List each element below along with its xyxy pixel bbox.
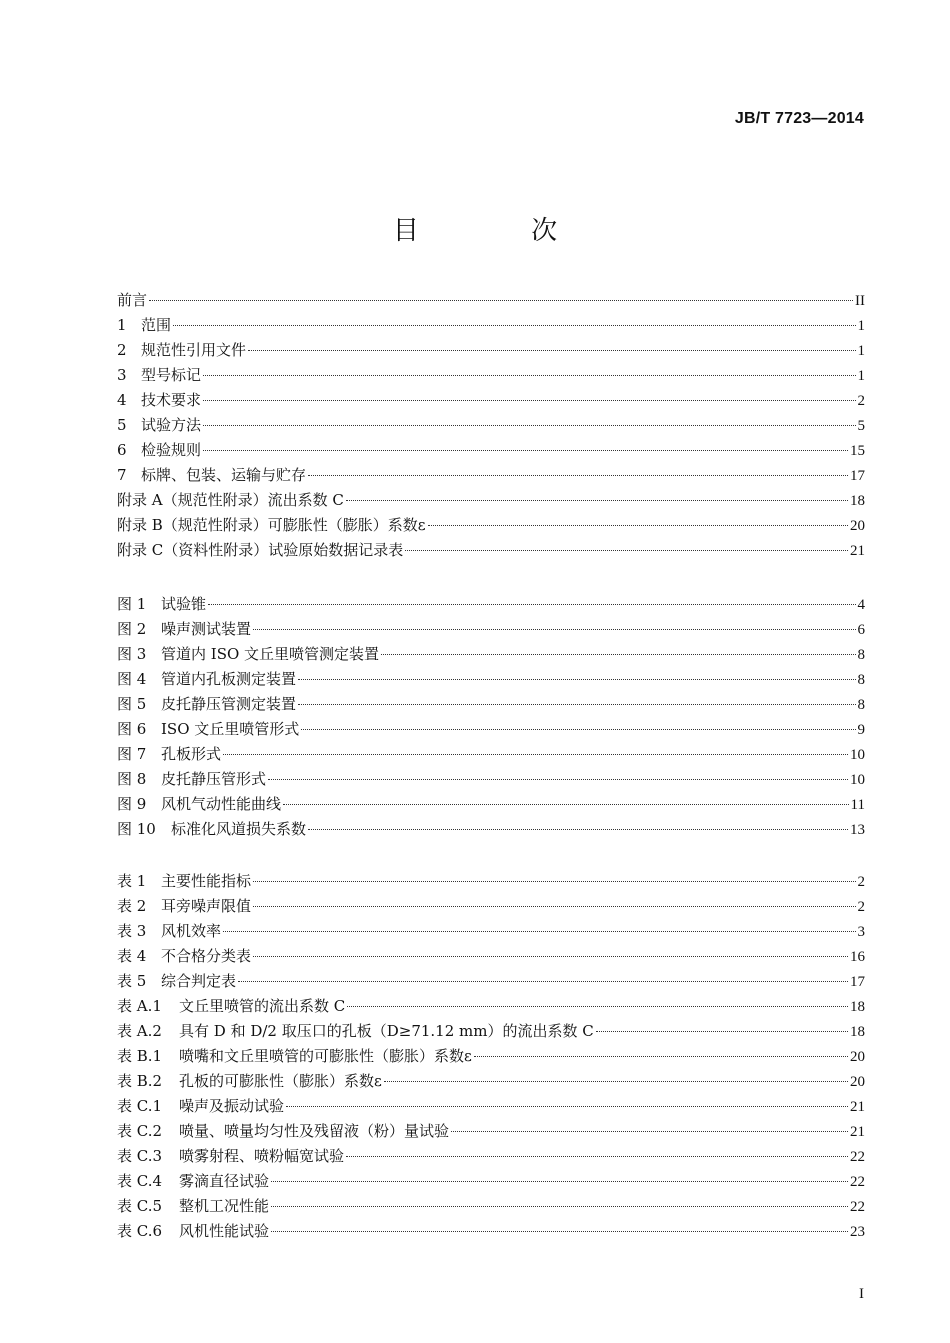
toc-entry-number: 图 4 [117, 670, 147, 688]
toc-entry-number: 表 B.1 [117, 1047, 163, 1065]
toc-entry-label: 检验规则 [141, 441, 202, 459]
toc-entry-label: 喷雾射程、喷粉幅宽试验 [179, 1147, 345, 1165]
toc-entry-page: 18 [850, 493, 865, 509]
dot-leader [286, 1106, 848, 1107]
toc-entry-number: 表 4 [117, 947, 147, 965]
dot-leader [428, 525, 848, 526]
toc-entry-number: 表 A.2 [117, 1022, 162, 1040]
toc-entry-table[interactable] [117, 1144, 865, 1169]
dot-leader [301, 729, 855, 730]
toc-entry-page: 8 [857, 697, 865, 713]
toc-entry-number: 表 C.5 [117, 1197, 163, 1215]
toc-entry-page: 4 [857, 597, 865, 613]
dot-leader [308, 475, 848, 476]
toc-entry-table[interactable] [117, 1044, 865, 1069]
toc-entry-page: 10 [850, 747, 865, 763]
dot-leader [203, 400, 855, 401]
toc-entry-number: 表 2 [117, 897, 147, 915]
toc-entry-page: 1 [857, 343, 865, 359]
toc-entry-label: 管道内孔板测定装置 [161, 670, 297, 688]
dot-leader [223, 754, 848, 755]
toc-entry-page: 2 [857, 874, 865, 890]
toc-entry-page: 17 [850, 468, 865, 484]
toc-entry-label: 耳旁噪声限值 [161, 897, 252, 915]
dot-leader [223, 931, 855, 932]
toc-entry-page: 8 [857, 647, 865, 663]
toc-entry-table[interactable] [117, 1019, 865, 1044]
standard-number: JB/T 7723—2014 [734, 110, 864, 127]
dot-leader [271, 1206, 848, 1207]
toc-entry-table[interactable] [117, 1119, 865, 1144]
dot-leader [203, 425, 855, 426]
toc-entry-page: 21 [850, 543, 865, 559]
toc-entry-section[interactable] [117, 463, 865, 488]
dot-leader [203, 450, 848, 451]
toc-entry-page: 20 [850, 1074, 865, 1090]
dot-leader [298, 704, 855, 705]
toc-entry-label: 孔板的可膨胀性（膨胀）系数ε [179, 1072, 382, 1090]
toc-entry-page: 8 [857, 672, 865, 688]
toc-entry-number: 4 [117, 391, 127, 409]
toc-entry-page: 10 [850, 772, 865, 788]
toc-entry-page: 2 [857, 393, 865, 409]
toc-entry-label: 前言 [117, 291, 148, 309]
toc-entry-table[interactable] [117, 894, 865, 919]
toc-entry-number: 图 1 [117, 595, 147, 613]
dot-leader [248, 350, 855, 351]
toc-entry-page: 18 [850, 999, 865, 1015]
toc-entry-label: 标准化风道损失系数 [171, 820, 307, 838]
toc-entry-number: 图 6 [117, 720, 147, 738]
toc-entry-section[interactable] [117, 338, 865, 363]
dot-leader [149, 300, 853, 301]
toc-entry-page: 17 [850, 974, 865, 990]
toc-entry-table[interactable] [117, 969, 865, 994]
toc-entry-number: 表 3 [117, 922, 147, 940]
toc-entry-label: 试验锥 [161, 595, 207, 613]
toc-entry-page: 6 [857, 622, 865, 638]
toc-entry-section[interactable] [117, 413, 865, 438]
toc-entry-appendix[interactable] [117, 488, 865, 513]
toc-entry-table[interactable] [117, 869, 865, 894]
page-title: 目 次 [392, 216, 610, 246]
toc-entry-number: 表 5 [117, 972, 147, 990]
toc-entry-label: 综合判定表 [161, 972, 237, 990]
toc-entry-number: 2 [117, 341, 127, 359]
toc-entry-page: 16 [850, 949, 865, 965]
toc-entry-label: 附录 A（规范性附录）流出系数 C [117, 491, 344, 509]
toc-entry-page: 22 [850, 1149, 865, 1165]
toc-entry-label: 风机效率 [161, 922, 222, 940]
toc-figures [117, 592, 865, 842]
toc-entry-figure[interactable] [117, 742, 865, 767]
toc-entry-label: 试验方法 [141, 416, 202, 434]
dot-leader [381, 654, 855, 655]
dot-leader [346, 1156, 848, 1157]
toc-entry-label: 技术要求 [141, 391, 202, 409]
toc-entry-label: 雾滴直径试验 [179, 1172, 270, 1190]
dot-leader [347, 1006, 848, 1007]
toc-entry-page: 20 [850, 518, 865, 534]
toc-entry-number: 表 C.6 [117, 1222, 163, 1240]
toc-entry-number: 表 C.2 [117, 1122, 163, 1140]
toc-entry-table[interactable] [117, 944, 865, 969]
dot-leader [253, 906, 855, 907]
toc-entry-number: 图 8 [117, 770, 147, 788]
toc-entry-page: 9 [857, 722, 865, 738]
toc-entry-label: 喷量、喷量均匀性及残留液（粉）量试验 [179, 1122, 450, 1140]
toc-entry-section[interactable] [117, 363, 865, 388]
toc-entry-page: 11 [850, 797, 865, 813]
toc-entry-label: 规范性引用文件 [141, 341, 247, 359]
toc-entry-label: ISO 文丘里喷管形式 [161, 720, 300, 738]
toc-entry-number: 图 7 [117, 745, 147, 763]
toc-entry-section[interactable] [117, 313, 865, 338]
dot-leader [173, 325, 855, 326]
toc-entry-number: 图 2 [117, 620, 147, 638]
toc-entry-page: 13 [850, 822, 865, 838]
dot-leader [298, 679, 855, 680]
toc-entry-label: 范围 [141, 316, 172, 334]
toc-entry-number: 图 10 [117, 820, 156, 838]
toc-sections [117, 288, 865, 563]
toc-entry-number: 1 [117, 316, 127, 334]
toc-entry-figure[interactable] [117, 642, 865, 667]
toc-entry-figure[interactable] [117, 692, 865, 717]
toc-entry-appendix[interactable] [117, 538, 865, 563]
toc-entry-label: 主要性能指标 [161, 872, 252, 890]
toc-entry-label: 风机气动性能曲线 [161, 795, 282, 813]
dot-leader [208, 604, 855, 605]
dot-leader [268, 779, 848, 780]
toc-entry-number: 图 9 [117, 795, 147, 813]
toc-entry-number: 6 [117, 441, 127, 459]
dot-leader [271, 1181, 848, 1182]
toc-tables [117, 869, 865, 1244]
toc-entry-table[interactable] [117, 1194, 865, 1219]
toc-entry-table[interactable] [117, 1069, 865, 1094]
toc-entry-label: 皮托静压管测定装置 [161, 695, 297, 713]
toc-entry-number: 3 [117, 366, 127, 384]
toc-entry-figure[interactable] [117, 792, 865, 817]
toc-entry-number: 表 1 [117, 872, 147, 890]
toc-entry-figure[interactable] [117, 617, 865, 642]
toc-entry-page: 15 [850, 443, 865, 459]
toc-entry-page: II [855, 293, 865, 309]
dot-leader [346, 500, 848, 501]
toc-entry-table[interactable] [117, 919, 865, 944]
toc-entry-label: 文丘里喷管的流出系数 C [179, 997, 346, 1015]
toc-entry-label: 标牌、包装、运输与贮存 [141, 466, 307, 484]
toc-entry-label: 噪声测试装置 [161, 620, 252, 638]
dot-leader [253, 956, 848, 957]
toc-entry-page: 23 [850, 1224, 865, 1240]
toc-entry-page: 18 [850, 1024, 865, 1040]
dot-leader [384, 1081, 848, 1082]
dot-leader [596, 1031, 848, 1032]
toc-entry-label: 附录 C（资料性附录）试验原始数据记录表 [117, 541, 404, 559]
toc-entry-page: 1 [857, 318, 865, 334]
toc-entry-page: 1 [857, 368, 865, 384]
toc-entry-number: 图 5 [117, 695, 147, 713]
toc-entry-section[interactable] [117, 438, 865, 463]
dot-leader [283, 804, 849, 805]
toc-entry-page: 22 [850, 1199, 865, 1215]
toc-entry-number: 表 B.2 [117, 1072, 163, 1090]
toc-entry-page: 2 [857, 899, 865, 915]
toc-entry-page: 5 [857, 418, 865, 434]
toc-entry-label: 不合格分类表 [161, 947, 252, 965]
toc-entry-label: 孔板形式 [161, 745, 222, 763]
toc-entry-number: 表 C.3 [117, 1147, 163, 1165]
toc-entry-figure[interactable] [117, 717, 865, 742]
toc-entry-page: 3 [857, 924, 865, 940]
toc-entry-foreword[interactable] [117, 288, 865, 313]
toc-entry-label: 噪声及振动试验 [179, 1097, 285, 1115]
toc-entry-table[interactable] [117, 1169, 865, 1194]
toc-entry-number: 7 [117, 466, 127, 484]
toc-entry-label: 管道内 ISO 文丘里喷管测定装置 [161, 645, 380, 663]
toc-entry-label: 皮托静压管形式 [161, 770, 267, 788]
toc-entry-label: 整机工况性能 [179, 1197, 270, 1215]
toc-entry-table[interactable] [117, 1094, 865, 1119]
toc-entry-number: 5 [117, 416, 127, 434]
toc-entry-section[interactable] [117, 388, 865, 413]
dot-leader [238, 981, 848, 982]
toc-entry-label: 风机性能试验 [179, 1222, 270, 1240]
dot-leader [474, 1056, 848, 1057]
toc-entry-label: 喷嘴和文丘里喷管的可膨胀性（膨胀）系数ε [179, 1047, 472, 1065]
toc-entry-figure[interactable] [117, 667, 865, 692]
dot-leader [253, 881, 855, 882]
dot-leader [308, 829, 848, 830]
toc-entry-page: 20 [850, 1049, 865, 1065]
dot-leader [405, 550, 848, 551]
toc-entry-page: 21 [850, 1124, 865, 1140]
toc-entry-page: 22 [850, 1174, 865, 1190]
toc-entry-page: 21 [850, 1099, 865, 1115]
dot-leader [203, 375, 855, 376]
toc-entry-figure[interactable] [117, 817, 865, 842]
toc-entry-label: 具有 D 和 D/2 取压口的孔板（D≥71.12 mm）的流出系数 C [179, 1022, 594, 1040]
toc-entry-label: 附录 B（规范性附录）可膨胀性（膨胀）系数ε [117, 516, 426, 534]
dot-leader [451, 1131, 848, 1132]
page-number: I [859, 1286, 864, 1302]
dot-leader [271, 1231, 848, 1232]
toc-entry-table[interactable] [117, 994, 865, 1019]
toc-entry-number: 表 A.1 [117, 997, 162, 1015]
toc-entry-number: 图 3 [117, 645, 147, 663]
toc-entry-appendix[interactable] [117, 513, 865, 538]
toc-entry-number: 表 C.4 [117, 1172, 163, 1190]
toc-entry-figure[interactable] [117, 767, 865, 792]
toc-entry-label: 型号标记 [141, 366, 202, 384]
dot-leader [253, 629, 855, 630]
toc-entry-figure[interactable] [117, 592, 865, 617]
toc-entry-number: 表 C.1 [117, 1097, 163, 1115]
toc-entry-table[interactable] [117, 1219, 865, 1244]
